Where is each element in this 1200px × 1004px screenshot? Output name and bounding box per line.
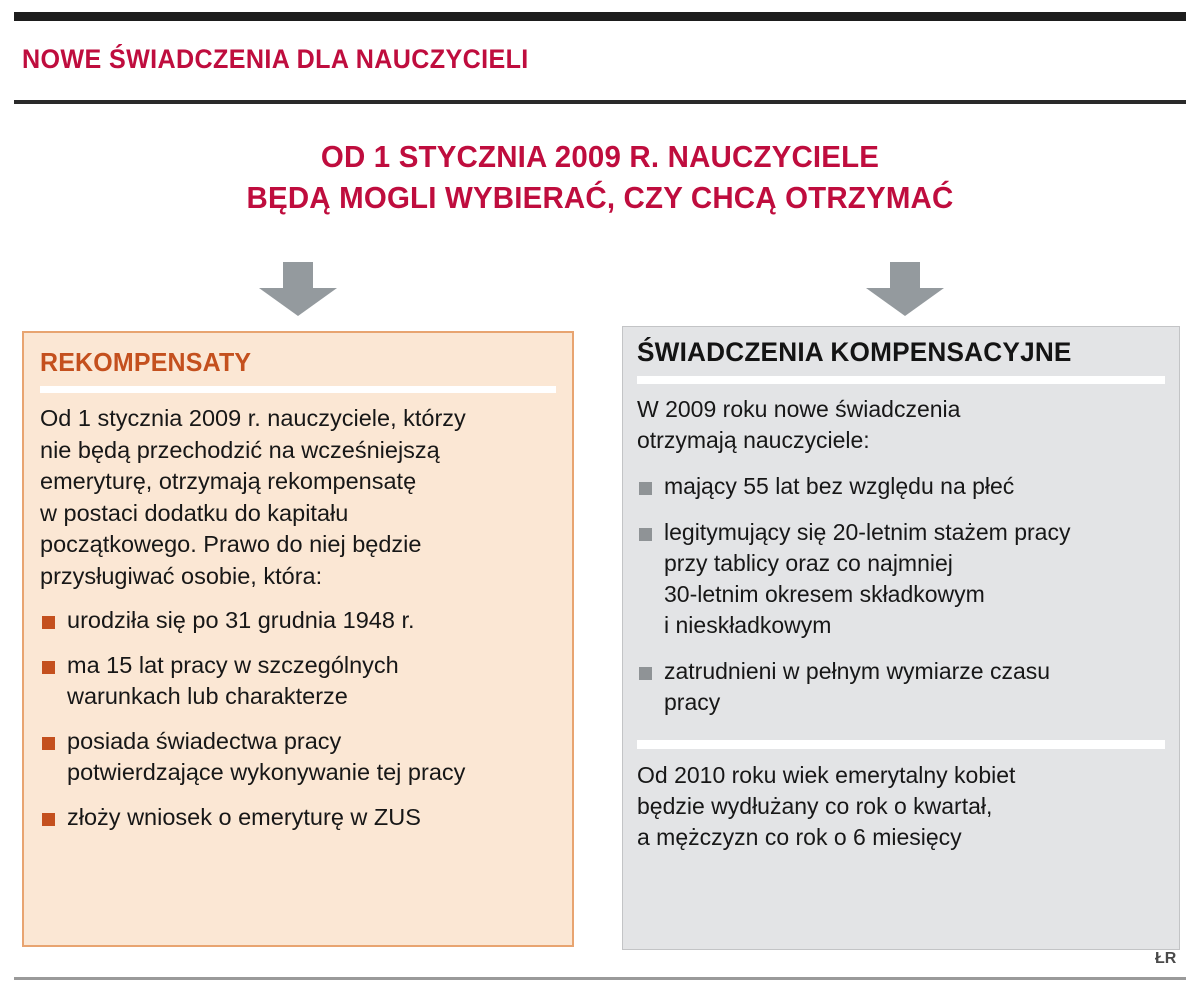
- arrow-head: [866, 288, 944, 316]
- footer-line: Od 2010 roku wiek emerytalny kobiet: [637, 762, 1016, 788]
- bullet-square-icon: [42, 661, 55, 674]
- bullet-square-icon: [639, 528, 652, 541]
- top-rule: [14, 12, 1186, 21]
- bullet-line: posiada świadectwa pracy: [67, 727, 342, 754]
- panel-left-bullet-list: [40, 605, 556, 833]
- arrow-shaft: [890, 262, 920, 290]
- intro-line: Od 1 stycznia 2009 r. nauczyciele, którzy: [40, 405, 466, 431]
- panel-rekompensaty: [22, 331, 574, 947]
- panel-left-title: REKOMPENSATY: [40, 347, 252, 377]
- bullet-square-icon: [639, 667, 652, 680]
- list-item: [637, 656, 1165, 718]
- panel-right-divider: [637, 376, 1165, 384]
- bullet-line: potwierdzające wykonywanie tej pracy: [67, 759, 466, 785]
- credit-mark: ŁR: [1155, 950, 1177, 967]
- bullet-line: pracy: [664, 689, 721, 715]
- arrow-head: [259, 288, 337, 316]
- bullet-line: urodziła się po 31 grudnia 1948 r.: [67, 607, 415, 633]
- panel-right-title: ŚWIADCZENIA KOMPENSACYJNE: [637, 337, 1072, 367]
- panel-right-footer-divider: [637, 740, 1165, 749]
- bottom-rule: [14, 977, 1186, 980]
- intro-line: otrzymają nauczyciele:: [637, 427, 870, 453]
- list-item: [637, 517, 1165, 641]
- panel-swiadczenia-kompensacyjne: [622, 326, 1180, 950]
- down-arrow-right-icon: [866, 262, 944, 316]
- intro-line: w postaci dodatku do kapitału: [40, 499, 349, 526]
- bullet-line: ma 15 lat pracy w szczególnych: [67, 651, 399, 678]
- intro-line: początkowego. Prawo do niej będzie: [40, 531, 422, 557]
- bullet-line: zatrudnieni w pełnym wymiarze czasu: [664, 658, 1051, 684]
- bullet-square-icon: [639, 482, 652, 495]
- panel-left-divider: [40, 386, 556, 393]
- footer-line: będzie wydłużany co rok o kwartał,: [637, 793, 993, 819]
- page-kicker-title: NOWE ŚWIADCZENIA DLA NAUCZYCIELI: [22, 44, 529, 74]
- list-item: [40, 802, 556, 834]
- intro-line: nie będą przechodzić na wcześniejszą: [40, 436, 440, 463]
- rule-under-title: [14, 100, 1186, 104]
- bullet-line: 30-letnim okresem składkowym: [664, 581, 985, 607]
- headline-line-1: OD 1 STYCZNIA 2009 R. NAUCZYCIELE: [320, 139, 880, 174]
- bullet-square-icon: [42, 616, 55, 629]
- panel-left-intro: [40, 403, 556, 592]
- bullet-line: mający 55 lat bez względu na płeć: [664, 473, 1015, 499]
- footer-line: a mężczyzn co rok o 6 miesięcy: [637, 824, 962, 850]
- list-item: [40, 650, 556, 713]
- intro-line: W 2009 roku nowe świadczenia: [637, 396, 961, 422]
- arrow-shaft: [283, 262, 313, 290]
- list-item: [637, 471, 1165, 502]
- panel-right-bullet-list: [637, 471, 1165, 718]
- bullet-line: i nieskładkowym: [664, 612, 832, 638]
- list-item: [40, 726, 556, 789]
- bullet-line: legitymujący się 20-letnim stażem pracy: [664, 519, 1071, 545]
- main-headline: [0, 136, 1200, 218]
- intro-line: emeryturę, otrzymają rekompensatę: [40, 468, 417, 494]
- bullet-square-icon: [42, 813, 55, 826]
- bullet-line: warunkach lub charakterze: [67, 683, 348, 709]
- bullet-square-icon: [42, 737, 55, 750]
- bullet-line: przy tablicy oraz co najmniej: [664, 550, 953, 576]
- headline-line-2: BĘDĄ MOGLI WYBIERAĆ, CZY CHCĄ OTRZYMAĆ: [246, 180, 954, 215]
- bullet-line: złoży wniosek o emeryturę w ZUS: [67, 803, 421, 830]
- down-arrow-left-icon: [259, 262, 337, 316]
- intro-line: przysługiwać osobie, która:: [40, 562, 323, 589]
- list-item: [40, 605, 556, 637]
- panel-right-footer-text: [637, 760, 1165, 853]
- panel-right-intro: [637, 394, 1165, 456]
